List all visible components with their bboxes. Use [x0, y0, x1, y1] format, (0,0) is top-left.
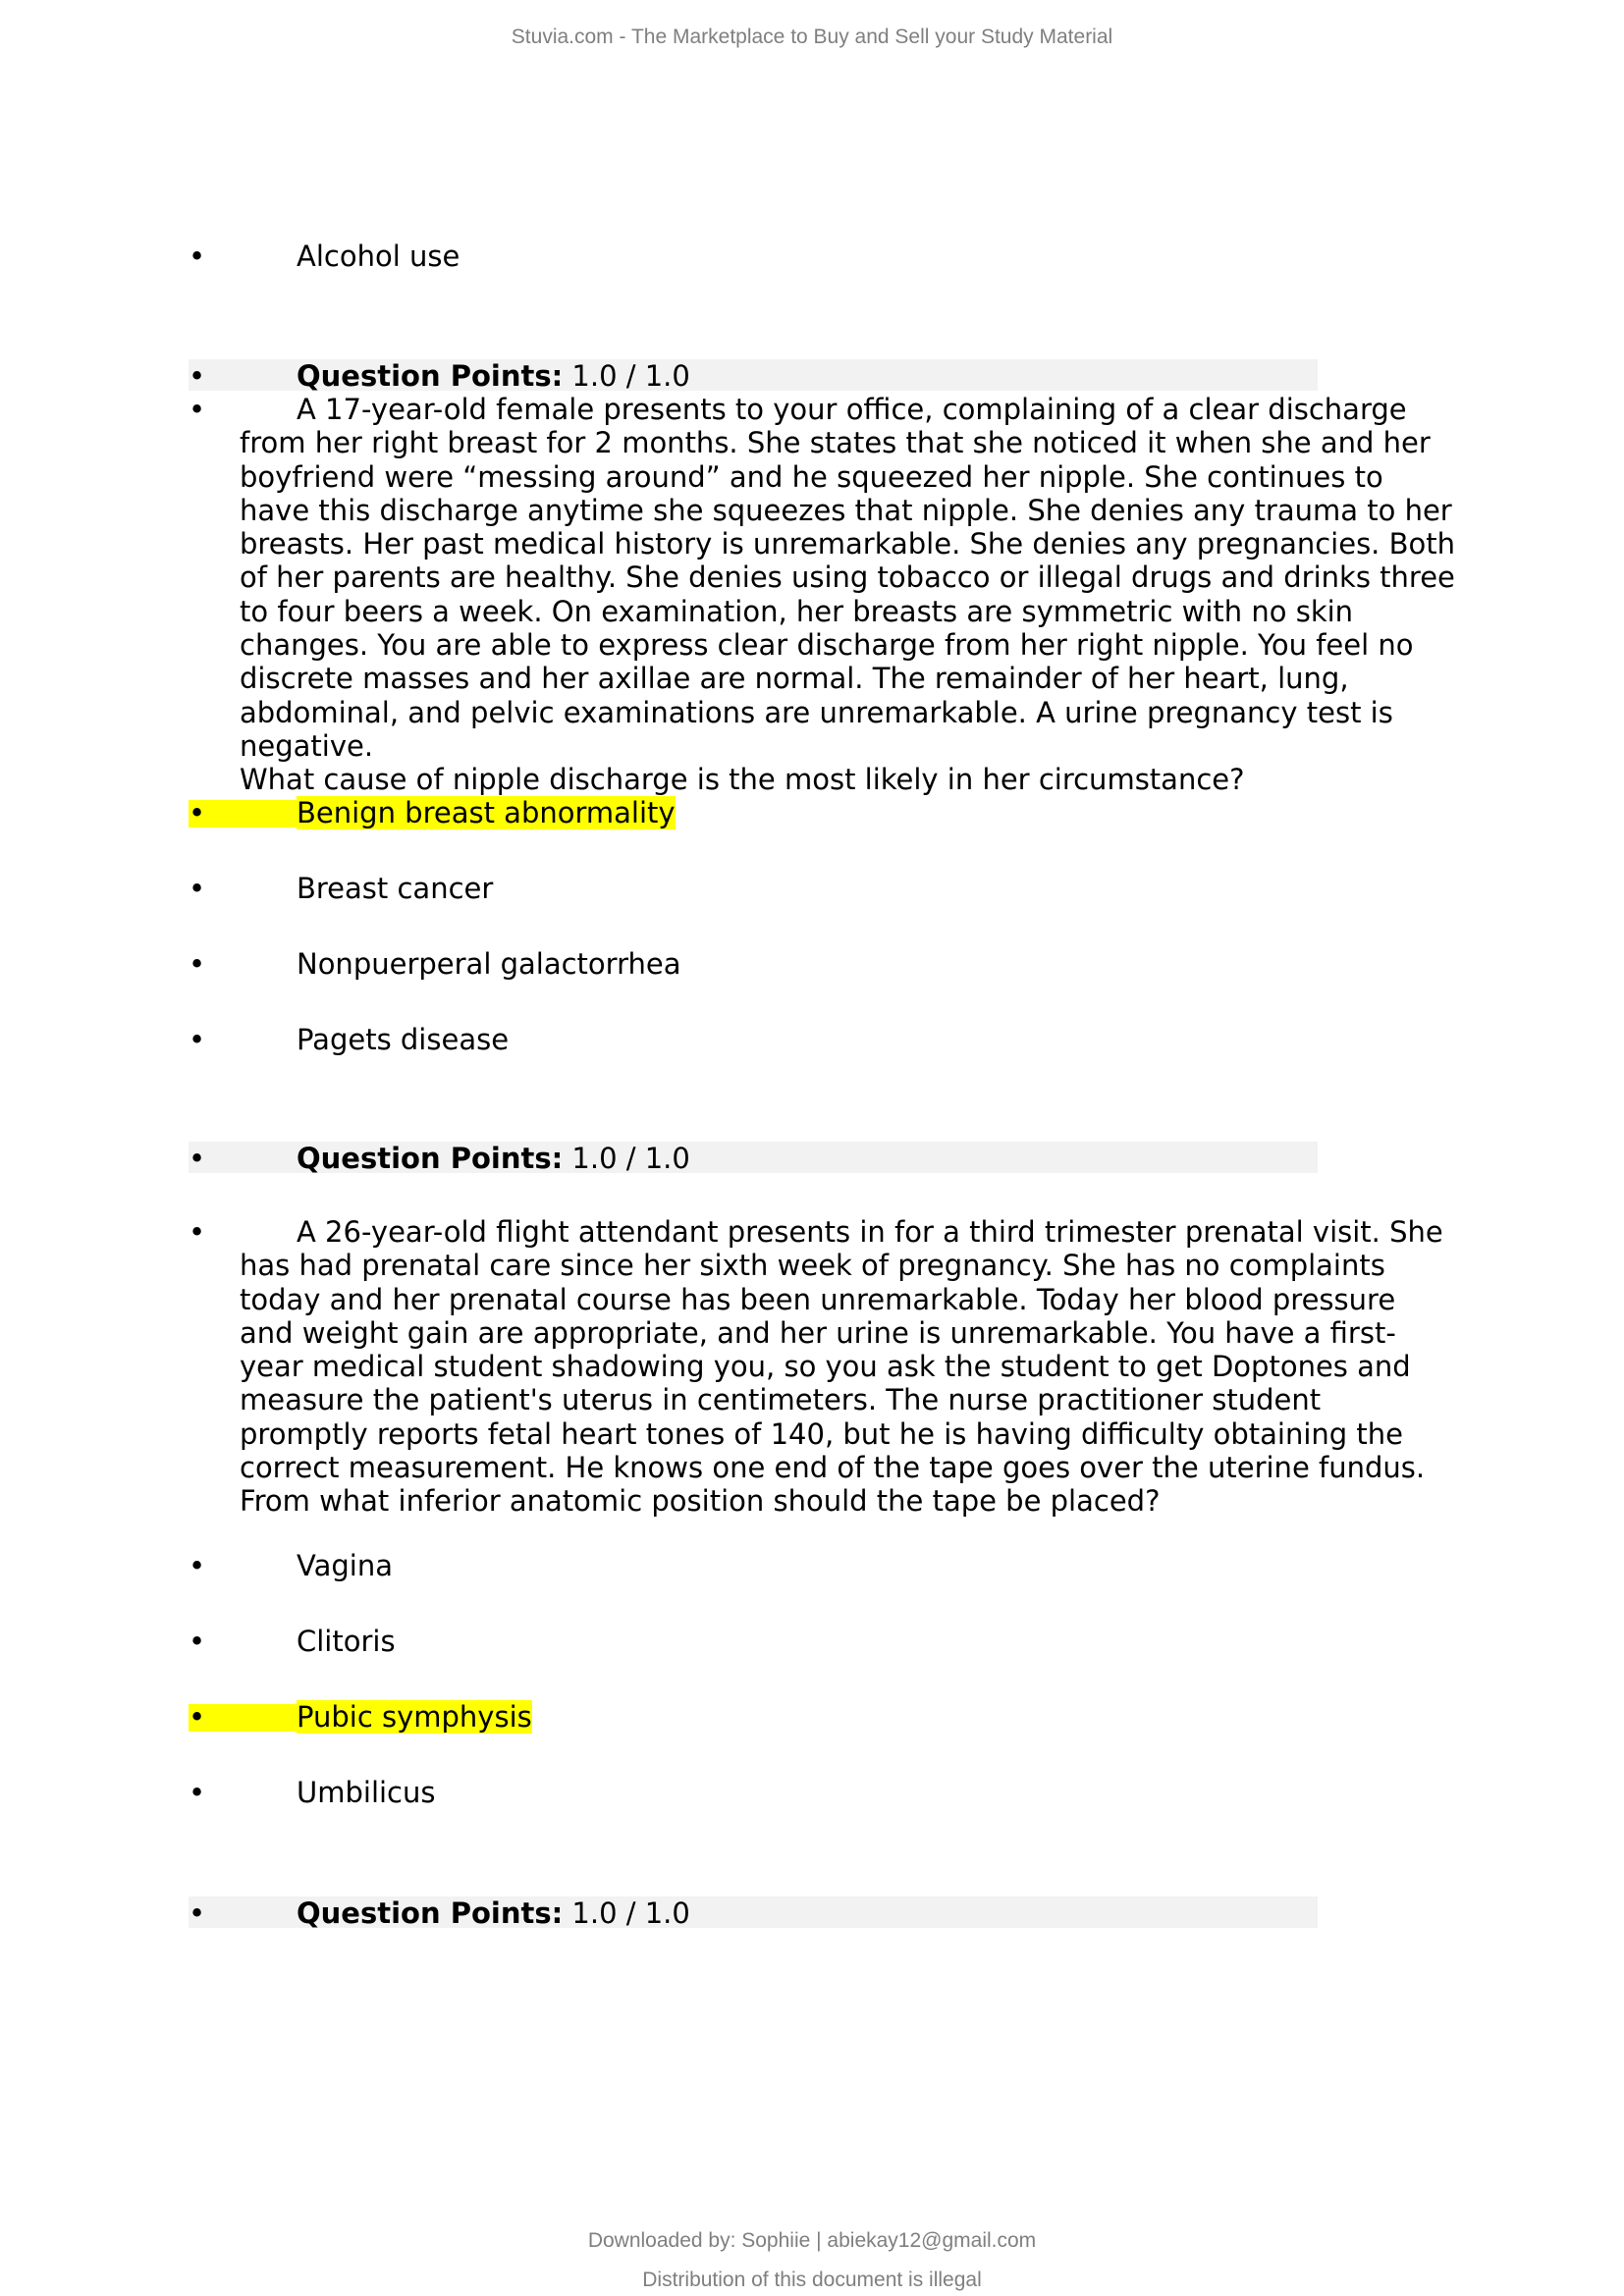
bullet-icon: • [189, 1776, 206, 1809]
page-header: Stuvia.com - The Marketplace to Buy and Sell your Study Material [511, 26, 1113, 48]
answer-option[interactable] [189, 1023, 1426, 1056]
bullet-icon: • [189, 1215, 206, 1249]
bullet-icon: • [189, 796, 206, 829]
bullet-icon: • [189, 393, 206, 426]
question-text: From what inferior anatomic position should the tape be placed? [240, 1484, 1161, 1519]
footer-distribution: Distribution of this document is illegal [642, 2269, 982, 2291]
bullet-icon: • [189, 359, 206, 393]
stem-text: A 17-year-old female presents to your office, complaining of a clear discharge from her right breast for 2 months. She states that she noticed it when she and her boyfriend were “messing around” and he squeezed her nipple. She continues to have this discharge anytime she squeezes that nipple. She denies any trauma to her breasts. Her past medical history is unremarkable. She denies any pregnancies. Both of her parents are healthy. She denies using tobacco or illegal drugs and drinks three to four beers a week. On examination, her breasts are symmetric with no skin changes. You are able to express clear discharge from her right nipple. You feel no discrete masses and her axillae are normal. The remainder of her heart, lung, abdominal, and pelvic examinations are unremarkable. A urine pregnancy test is negative. [240, 393, 1456, 763]
option-text: Breast cancer [297, 872, 494, 905]
option-text: Pagets disease [297, 1023, 510, 1056]
option-text: Pubic symphysis [297, 1700, 532, 1734]
question-points [297, 1142, 690, 1175]
stem-text: A 26-year-old flight attendant presents in for a third trimester prenatal visit. She has had prenatal care since her sixth week of pregnancy. She has no complaints today and her prenatal course has been unremarkable. Today her blood pressure and weight gain are appropriate, and her urine is unremarkable. You have a first-year medical student shadowing you, so you ask the student to get Doptones and measure the patient's uterus in centimeters. The nurse practitioner student promptly reports fetal heart tones of 140, but he is having difficulty obtaining the correct measurement. He knows one end of the tape goes over the uterine fundus. [240, 1215, 1443, 1485]
question-stem [189, 393, 1456, 805]
points-label: Question Points: [297, 1142, 564, 1175]
points-label: Question Points: [297, 359, 564, 393]
option-text: Benign breast abnormality [297, 796, 676, 829]
points-value: 1.0 / 1.0 [571, 359, 690, 393]
bullet-icon: • [189, 240, 206, 273]
bullet-icon: • [189, 1700, 206, 1734]
list-item [189, 240, 1426, 273]
answer-option-correct[interactable] [189, 1700, 1426, 1734]
bullet-icon: • [189, 1549, 206, 1582]
question-stem [189, 1215, 1443, 1559]
question-points-row [189, 359, 1426, 393]
points-label: Question Points: [297, 1896, 564, 1930]
bullet-icon: • [189, 872, 206, 905]
option-text: Umbilicus [297, 1776, 436, 1809]
question-text: What cause of nipple discharge is the most likely in her circumstance? [240, 763, 1245, 797]
bullet-icon: • [189, 1142, 206, 1175]
question-paragraph [240, 393, 1457, 797]
question-points [297, 359, 690, 393]
question-points-row [189, 1896, 1426, 1930]
footer-downloaded: Downloaded by: Sophiie | abiekay12@gmail.com [587, 2229, 1037, 2252]
answer-option[interactable] [189, 1549, 1426, 1582]
option-text: Alcohol use [297, 240, 460, 273]
points-value: 1.0 / 1.0 [571, 1896, 690, 1930]
bullet-icon: • [189, 1625, 206, 1658]
bullet-icon: • [189, 1023, 206, 1056]
answer-option[interactable] [189, 1625, 1426, 1658]
option-text: Vagina [297, 1549, 393, 1582]
answer-option[interactable] [189, 1776, 1426, 1809]
bullet-icon: • [189, 1896, 206, 1930]
answer-option[interactable] [189, 947, 1426, 981]
option-text: Clitoris [297, 1625, 396, 1658]
question-paragraph [240, 1215, 1457, 1519]
option-text: Nonpuerperal galactorrhea [297, 947, 681, 981]
answer-option[interactable] [189, 872, 1426, 905]
bullet-icon: • [189, 947, 206, 981]
question-points-row [189, 1142, 1426, 1175]
points-value: 1.0 / 1.0 [571, 1142, 690, 1175]
answer-option-correct[interactable] [189, 796, 1426, 829]
question-points [297, 1896, 690, 1930]
